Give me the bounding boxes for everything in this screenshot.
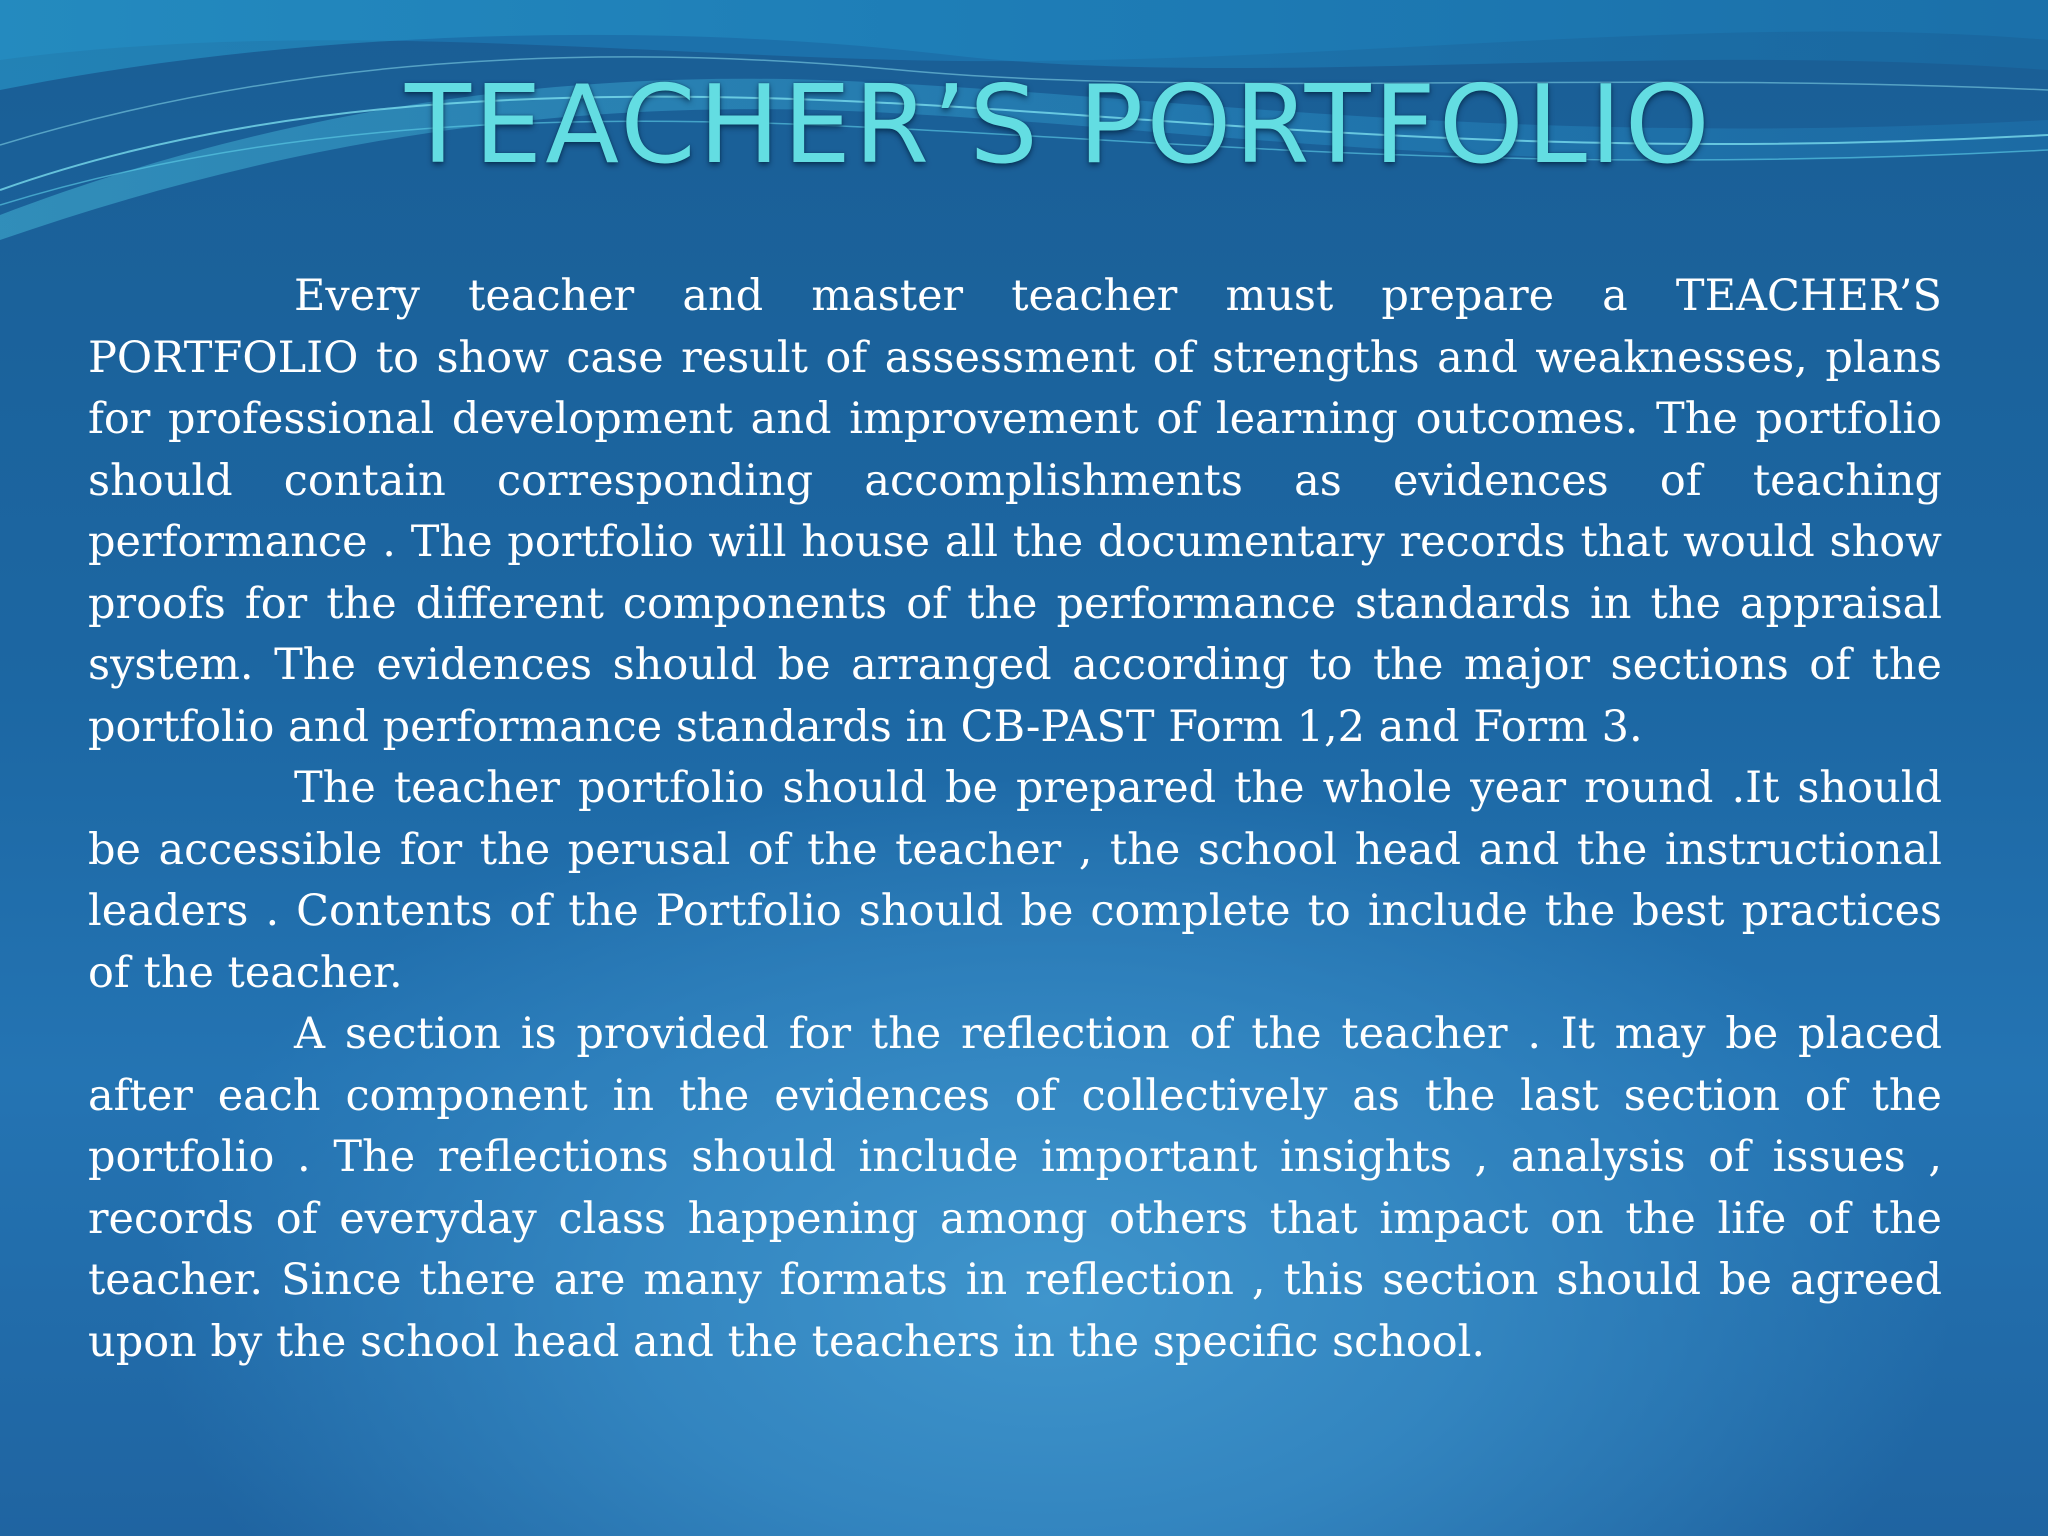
- body-paragraph-2: The teacher portfolio should be prepared the whole year round .It should be accessible for the perusal of the teacher , the school head and the instructional leaders . Contents of the Portfolio should be complete to include the best practices of the teacher.: [88, 763, 1942, 998]
- slide-body: [88, 266, 1942, 1373]
- slide-title: TEACHER’S PORTFOLIO: [405, 63, 1713, 188]
- body-paragraph-1: Every teacher and master teacher must prepare a TEACHER’S PORTFOLIO to show case result of assessment of strengths and weaknesses, plans for professional development and improvement of learning outcomes. The portfolio should contain corresponding accomplishments as evidences of teaching performance . The portfolio will house all the documentary records that would show proofs for the different components of the performance standards in the appraisal system. The evidences should be arranged according to the major sections of the portfolio and performance standards in CB-PAST Form 1,2 and Form 3.: [88, 271, 1942, 752]
- body-paragraph-3: A section is provided for the reflection of the teacher . It may be placed after each component in the evidences of collectively as the last section of the portfolio . The reflections should include important insights , analysis of issues , records of everyday class happening among others that impact on the life of the teacher. Since there are many formats in reflection , this section should be agreed upon by the school head and the teachers in the specific school.: [88, 1009, 1942, 1367]
